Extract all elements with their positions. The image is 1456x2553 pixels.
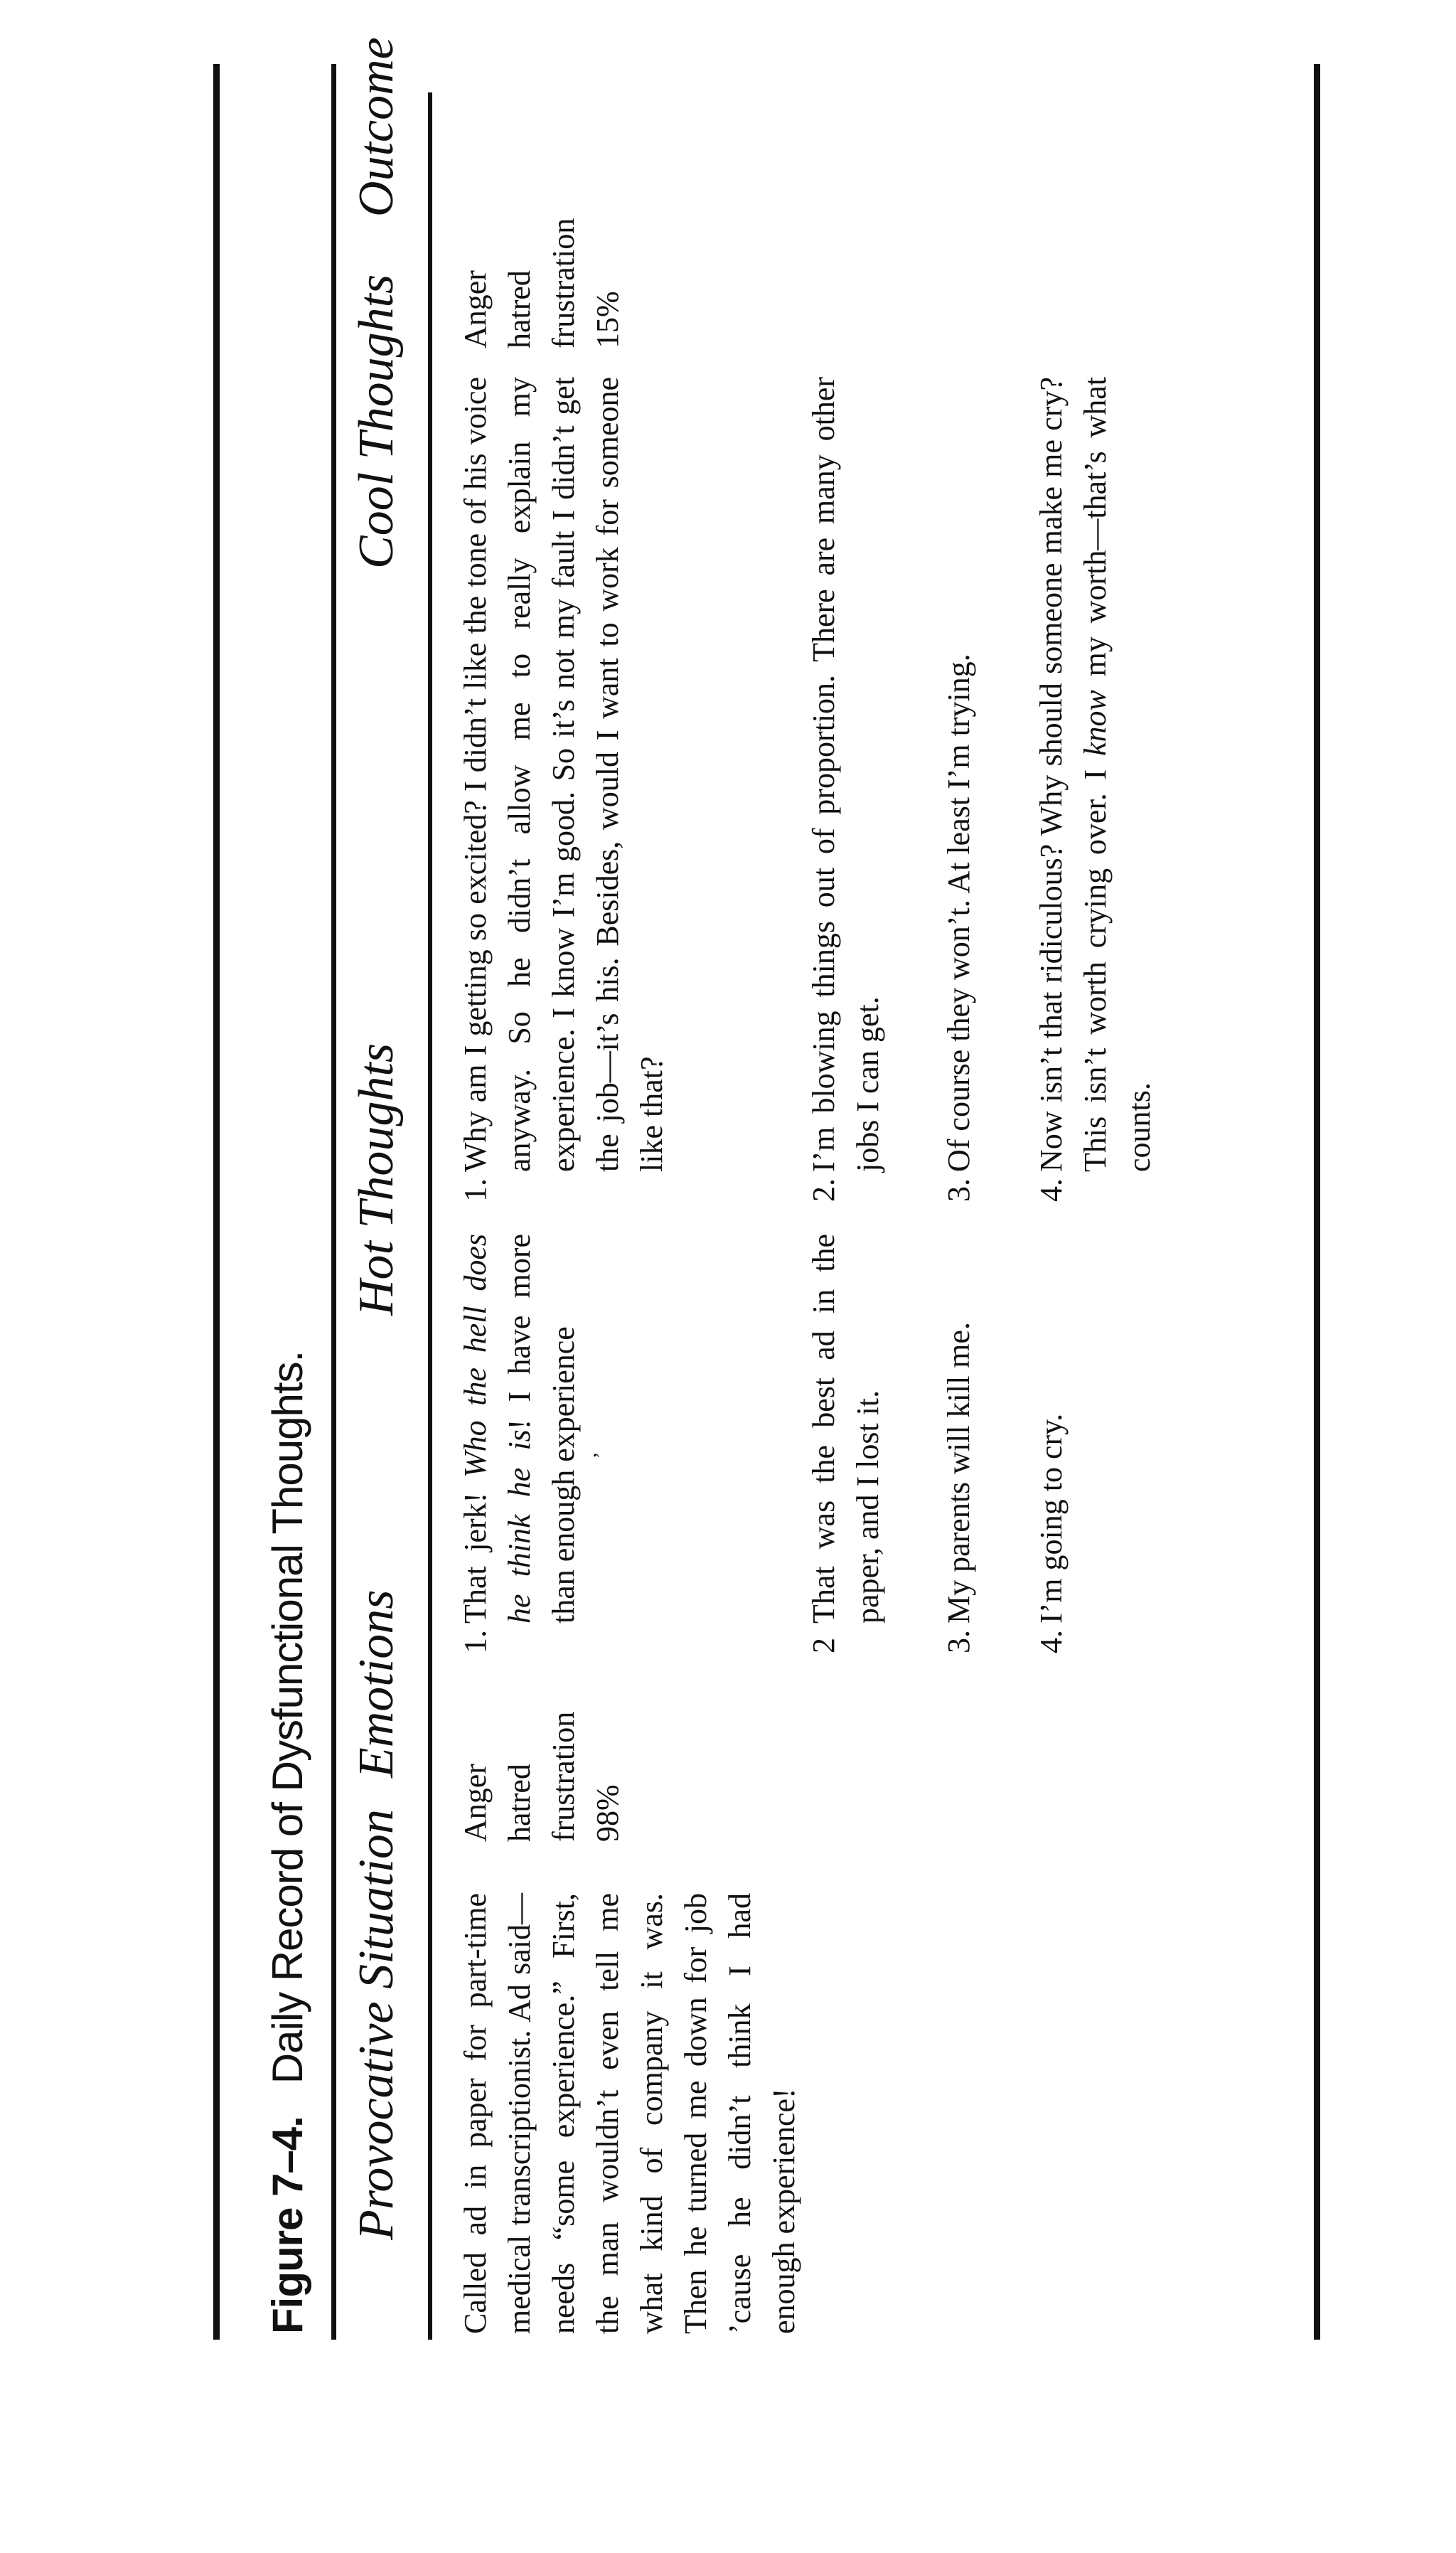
cool-thought-4-text: [1029, 377, 1162, 1172]
emotion-anger: Anger: [458, 1764, 493, 1842]
emotion-intensity: 98%: [590, 1784, 625, 1842]
outcome-frustration: frustration: [546, 218, 581, 348]
cool-thought-2-text: I’m blowing things out of proportion. There are many other jobs I can get.: [806, 377, 885, 1172]
column-header-cool-thoughts: Cool Thoughts: [349, 274, 404, 569]
hot-thought-2-text: That was the best ad in the paper, and I lost it.: [806, 1234, 885, 1624]
hot-thought-1-number: 1.: [458, 1630, 493, 1653]
rotated-page: [213, 37, 1436, 2340]
cool-thought-1: [454, 377, 731, 1202]
hot-thought-2: [802, 1234, 894, 1653]
hot-thought-2-number: 2: [806, 1638, 841, 1653]
hot-thought-1-post: ! I have more than enough experience: [502, 1234, 581, 1624]
hot-thought-1-text: [454, 1234, 586, 1624]
column-header-emotions: Emotions: [349, 1589, 404, 1778]
outcome-intensity: 15%: [590, 291, 625, 348]
hot-thought-1-pre: That jerk!: [458, 1478, 493, 1624]
column-header-situation: Provocative Situation: [349, 1809, 404, 2240]
figure-number: Figure 7–4.: [264, 2116, 311, 2334]
cool-thought-4-number: 4.: [1034, 1178, 1069, 1202]
cool-thought-2: [802, 377, 894, 1202]
cool-thought-1-text: Why am I getting so excited? I didn’t like the tone of his voice anyway. So he didn’t allow me to really explain my experience. I know I’m good. So it’s not my fault I didn’t get the job—it’s his. Besides, would I want to work for someone like that?: [458, 377, 669, 1172]
header-bottom-rule: [428, 92, 432, 2340]
hot-thought-4-text: I’m going to cry.: [1034, 1413, 1069, 1624]
hot-thought-3-text: My parents will kill me.: [941, 1321, 976, 1624]
cool-thought-4-post: my worth—that’s what counts.: [1078, 377, 1157, 1172]
top-rule: [213, 64, 220, 2340]
cool-thought-3-text: Of course they won’t. At least I’m trying.: [941, 654, 976, 1172]
emotion-frustration: frustration: [546, 1711, 581, 1842]
emotion-hatred: hatred: [502, 1764, 537, 1842]
figure-title: Daily Record of Dysfunctional Thoughts.: [264, 1350, 311, 2084]
cool-thought-2-number: 2.: [806, 1178, 841, 1202]
outcome-hatred: hatred: [502, 270, 537, 348]
cool-thought-4-pre: Now isn’t that ridiculous? Why should someone make me cry? This isn’t worth crying over. I: [1034, 377, 1113, 1172]
hot-thought-1: [454, 1234, 596, 1653]
column-header-outcome: Outcome: [349, 37, 404, 217]
hot-thought-3-number: 3.: [941, 1630, 976, 1653]
hot-thought-3: [937, 1234, 987, 1653]
column-header-hot-thoughts: Hot Thoughts: [349, 1043, 404, 1316]
hot-thought-1-emphasis: Who the hell does he think he is: [458, 1234, 537, 1624]
situation-text: Called ad in paper for part-time medical transcriptionist. Ad said—needs “some experience.” First, the man wouldn’t even tell me what kind of company it was. Then he turned me down for job ’cause he didn’t think I had enough experience!: [458, 1893, 801, 2334]
cool-thought-1-number: 1.: [458, 1178, 493, 1202]
outcome-anger: Anger: [458, 270, 493, 348]
header-top-rule: [331, 64, 336, 2340]
cool-thought-4: [1029, 377, 1214, 1202]
stray-mark: ,: [577, 1452, 601, 1458]
hot-thought-4: [1029, 1234, 1079, 1653]
cool-thought-4-emphasis: know: [1078, 690, 1113, 757]
cool-thought-3: [937, 377, 1029, 1202]
figure-caption: [263, 1351, 312, 2334]
outcome-cell: [454, 164, 630, 348]
bottom-rule: [1314, 64, 1320, 2340]
hot-thought-4-number: 4.: [1034, 1630, 1069, 1653]
cool-thought-3-number: 3.: [941, 1178, 976, 1202]
emotions-cell: [454, 1700, 630, 1842]
